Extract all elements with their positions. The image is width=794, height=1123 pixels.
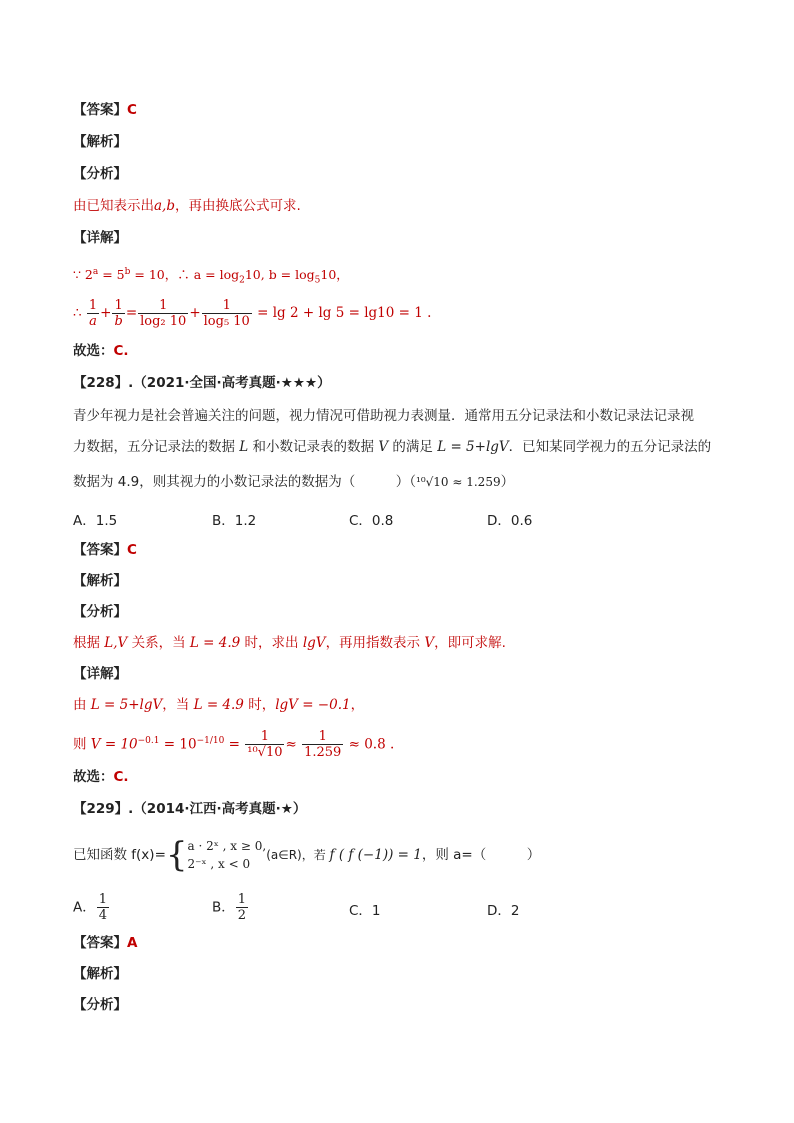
q229-option-c: C．1 — [349, 903, 381, 919]
q229-answer-line: 【答案】A — [73, 935, 138, 951]
q229-option-b: B． $\frac{1}{2}$ — [212, 892, 247, 923]
q228-option-d: D．0.6 — [487, 513, 533, 529]
detail-eq1: ∵ $2^a = 5^b = 10$，∴ $a = \log_210$, $b = \log_510$， — [73, 267, 349, 286]
analysis-label: 【解析】 — [73, 134, 127, 150]
q229-analysis-label: 【解析】 — [73, 966, 127, 982]
fraction: $\frac{1}{\text{log₅ 10}}$ — [203, 297, 250, 329]
answer-line — [73, 100, 137, 120]
q228-choose-line: 故选：C. — [73, 769, 129, 785]
fraction: $\frac{1}{a}$ — [88, 297, 98, 329]
q228-option-a: A．1.5 — [73, 513, 118, 529]
q228-thinking-text: 根据 L,V 关系，当 L = 4.9 时，求出 lgV，再用指数表示 V，即可求解. — [73, 635, 506, 651]
q228-stem-line1: 青少年视力是社会普遍关注的问题，视力情况可借助视力表测量．通常用五分记录法和小数记录法记录视 — [73, 408, 694, 424]
q229-option-d: D．2 — [487, 903, 520, 919]
q228-number: 【228】.（2021·全国·高考真题·★★★） — [73, 375, 331, 391]
q228-stem-line3: 数据为 4.9，则其视力的小数记录法的数据为（ ）（¹⁰√10 ≈ 1.259） — [73, 474, 515, 490]
q229-stem: 已知函数 f(x)={ a · 2ˣ , x ≥ 0, 2⁻ˣ , x < 0 (a∈R)，若 f ( f (−1)) = 1，则 a=（ ） — [73, 835, 541, 875]
q228-option-b: B．1.2 — [212, 513, 257, 529]
q228-detail-eq2: 则 $V = 10^{-0.1} = 10^{-1/10}$ = $\frac{1}{\text{¹⁰√10}}$ ≈ $\frac{1}{1.259}$ ≈ 0.8 . — [73, 729, 395, 760]
choose-line: 故选：C. — [73, 343, 129, 359]
q229-number: 【229】.（2014·江西·高考真题·★） — [73, 801, 307, 817]
answer-value: C — [127, 102, 137, 118]
detail-eq2: ∴ $\frac{1}{a}$ + $\frac{1}{b}$ = $\frac{1}{\text{log₂ 10}}$ + $\frac{1}{\text{log₅ 10}}$ = lg 2 + lg 5 = lg10 = 1 . — [73, 297, 432, 329]
thinking-label: 【分析】 — [73, 166, 127, 182]
q228-option-c: C．0.8 — [349, 513, 394, 529]
q228-detail-eq1: 由 L = 5+lgV，当 L = 4.9 时，lgV = −0.1， — [73, 697, 365, 713]
fraction: $\frac{1}{\text{log₂ 10}}$ — [140, 297, 187, 329]
q228-analysis-label: 【解析】 — [73, 573, 127, 589]
fraction: $\frac{1}{1.259}$ — [304, 729, 342, 760]
q229-thinking-label: 【分析】 — [73, 997, 127, 1013]
thinking-text: 由已知表示出a,b，再由换底公式可求. — [73, 198, 301, 214]
answer-label: 【答案】 — [73, 102, 127, 118]
detail-label: 【详解】 — [73, 230, 127, 246]
q228-thinking-label: 【分析】 — [73, 604, 127, 620]
piecewise-cases: a · 2ˣ , x ≥ 0, 2⁻ˣ , x < 0 — [187, 839, 267, 871]
q228-answer-line: 【答案】C — [73, 542, 137, 558]
brace: { — [165, 835, 188, 875]
q228-detail-label: 【详解】 — [73, 666, 127, 682]
fraction: $\frac{1}{\text{¹⁰√10}}$ — [247, 729, 283, 760]
q228-stem-line2: 力数据，五分记录法的数据 L 和小数记录表的数据 V 的满足 L = 5+lgV．已知某同学视力的五分记录法的 — [73, 439, 712, 455]
q229-option-a: A． $\frac{1}{4}$ — [73, 892, 108, 923]
fraction: $\frac{1}{b}$ — [114, 297, 123, 329]
